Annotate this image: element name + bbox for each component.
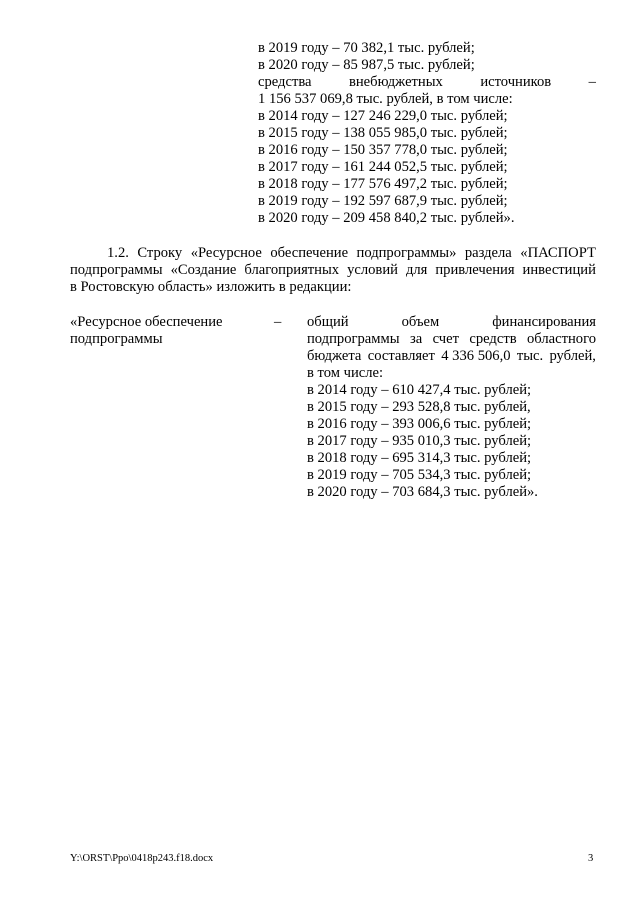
extrabudgetary-sources-line bbox=[258, 74, 596, 91]
word: областного bbox=[527, 331, 596, 347]
extrabudgetary-2014: в 2014 году – 127 246 229,0 тыс. рублей; bbox=[258, 108, 508, 124]
extrabudgetary-2019: в 2019 году – 192 597 687,9 тыс. рублей; bbox=[258, 193, 508, 209]
regional-2018: в 2018 году – 695 314,3 тыс. рублей; bbox=[307, 450, 532, 466]
regional-2014: в 2014 году – 610 427,4 тыс. рублей; bbox=[307, 382, 532, 398]
word: инвестиций bbox=[522, 262, 596, 278]
word: 4 336 506,0 bbox=[441, 348, 511, 364]
regional-2019: в 2019 году – 705 534,3 тыс. рублей; bbox=[307, 467, 532, 483]
paragraph-line-3: в Ростовскую область» изложить в редакции: bbox=[70, 279, 352, 295]
word: «Ресурсное bbox=[190, 245, 262, 261]
word: подпрограммы» bbox=[356, 245, 457, 261]
word: внебюджетных bbox=[348, 74, 443, 90]
word: – bbox=[588, 74, 596, 90]
word: «Создание bbox=[170, 262, 237, 278]
extrabudgetary-2017: в 2017 году – 161 244 052,5 тыс. рублей; bbox=[258, 159, 508, 175]
right-line-3 bbox=[307, 348, 596, 365]
word: обеспечение bbox=[270, 245, 349, 261]
word: финансирования bbox=[492, 314, 596, 330]
word: Строку bbox=[137, 245, 183, 261]
funding-line-2020: в 2020 году – 85 987,5 тыс. рублей; bbox=[258, 57, 475, 73]
paragraph-line-2 bbox=[70, 262, 596, 279]
word: объем bbox=[401, 314, 440, 330]
word: общий bbox=[307, 314, 349, 330]
extrabudgetary-2016: в 2016 году – 150 357 778,0 тыс. рублей; bbox=[258, 142, 508, 158]
page-number: 3 bbox=[588, 853, 594, 864]
left-label-line-2: подпрограммы bbox=[70, 331, 163, 347]
extrabudgetary-2018: в 2018 году – 177 576 497,2 тыс. рублей; bbox=[258, 176, 508, 192]
paragraph-line-1 bbox=[107, 245, 596, 262]
regional-2020: в 2020 году – 703 684,3 тыс. рублей». bbox=[307, 484, 538, 500]
word: средства bbox=[258, 74, 312, 90]
word: для bbox=[405, 262, 428, 278]
word: за bbox=[409, 331, 423, 347]
right-line-2 bbox=[307, 331, 596, 348]
word: счет bbox=[432, 331, 459, 347]
regional-2015: в 2015 году – 293 528,8 тыс. рублей, bbox=[307, 399, 531, 415]
word: источников bbox=[480, 74, 552, 90]
word: бюджета bbox=[307, 348, 362, 364]
word: 1.2. bbox=[107, 245, 129, 261]
word: тыс. bbox=[516, 348, 544, 364]
word: подпрограммы bbox=[70, 262, 163, 278]
funding-line-2019: в 2019 году – 70 382,1 тыс. рублей; bbox=[258, 40, 475, 56]
word: подпрограммы bbox=[307, 331, 400, 347]
right-line-1 bbox=[307, 314, 596, 331]
word: рублей, bbox=[549, 348, 596, 364]
left-label-line-1: «Ресурсное обеспечение bbox=[70, 314, 223, 330]
word: «ПАСПОРТ bbox=[520, 245, 596, 261]
word: благоприятных bbox=[244, 262, 340, 278]
extrabudgetary-2015: в 2015 году – 138 055 985,0 тыс. рублей; bbox=[258, 125, 508, 141]
word: привлечения bbox=[435, 262, 515, 278]
word: составляет bbox=[367, 348, 435, 364]
extrabudgetary-total-line: 1 156 537 069,8 тыс. рублей, в том числе: bbox=[258, 91, 513, 107]
word: раздела bbox=[464, 245, 512, 261]
footer-file-path: Y:\ORST\Ppo\0418p243.f18.docx bbox=[70, 853, 214, 864]
word: условий bbox=[347, 262, 398, 278]
regional-2017: в 2017 году – 935 010,3 тыс. рублей; bbox=[307, 433, 532, 449]
word: средств bbox=[469, 331, 517, 347]
right-line-in-total: в том числе: bbox=[307, 365, 384, 381]
extrabudgetary-2020: в 2020 году – 209 458 840,2 тыс. рублей». bbox=[258, 210, 515, 226]
regional-2016: в 2016 году – 393 006,6 тыс. рублей; bbox=[307, 416, 532, 432]
left-dash: – bbox=[274, 314, 282, 330]
